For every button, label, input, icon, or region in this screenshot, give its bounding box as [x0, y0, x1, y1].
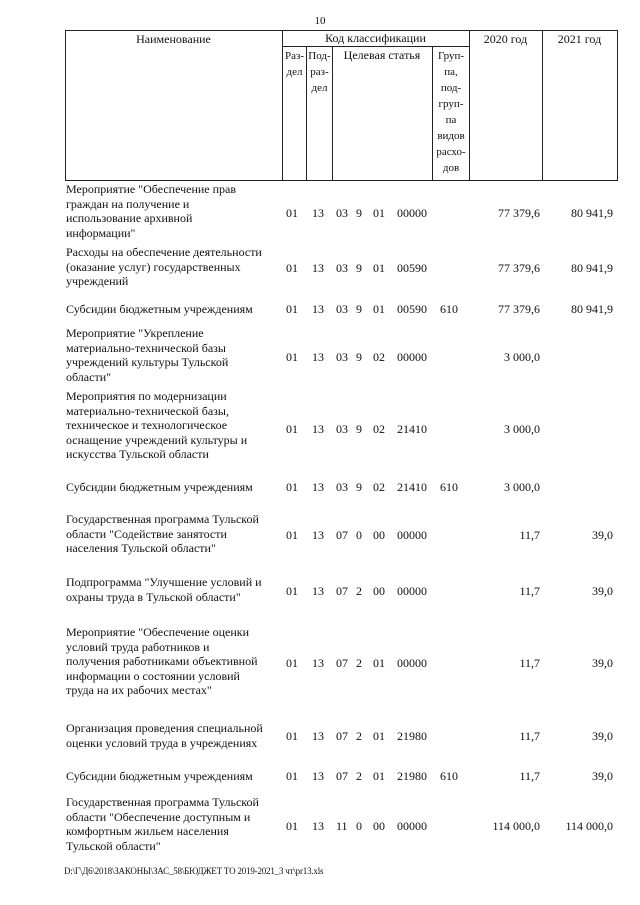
row-name: [66, 575, 276, 604]
row-name: [66, 480, 276, 495]
cell-direction: 00000: [397, 819, 427, 833]
cell-razdel: 01: [286, 206, 298, 220]
cell-podrazdel: 13: [312, 206, 324, 220]
row-name-line: области "Обеспечение доступным и: [66, 809, 251, 824]
cell-direction: 00590: [397, 261, 427, 275]
header-razdel-line: дел: [286, 66, 303, 78]
cell-direction: 00000: [397, 584, 427, 598]
row-name-line: граждан на получение и: [66, 196, 190, 211]
cell-expense-type: 610: [440, 302, 458, 316]
row-name: [66, 769, 276, 784]
cell-main-activity: 01: [373, 769, 385, 783]
cell-razdel: 01: [286, 480, 298, 494]
row-name-line: информации о состоянии условий: [66, 668, 240, 683]
cell-program: 11: [336, 819, 348, 833]
cell-direction: 00000: [397, 350, 427, 364]
cell-subprogram: 9: [356, 261, 362, 275]
row-name: [66, 389, 276, 462]
row-name-line: получения работниками объективной: [66, 654, 258, 668]
cell-2020: 3 000,0: [504, 480, 540, 494]
cell-2020: 11,7: [519, 528, 540, 542]
cell-direction: 21980: [397, 769, 427, 783]
row-name-line: Мероприятие "Обеспечение прав: [66, 182, 237, 196]
cell-program: 03: [336, 350, 348, 364]
header-target: Целевая статья: [343, 48, 421, 62]
cell-razdel: 01: [286, 422, 298, 436]
row-name-line: искусства Тульской области: [66, 447, 209, 461]
cell-subprogram: 9: [356, 480, 362, 494]
header-name: Наименование: [136, 32, 211, 46]
row-name-line: охраны труда в Тульской области": [66, 589, 241, 604]
cell-subprogram: 9: [356, 206, 362, 220]
cell-razdel: 01: [286, 729, 298, 743]
cell-subprogram: 2: [356, 584, 362, 598]
cell-razdel: 01: [286, 656, 298, 670]
row-name-line: Субсидии бюджетным учреждениям: [66, 480, 253, 494]
cell-subprogram: 9: [356, 422, 362, 436]
header-group-line: под-: [440, 82, 462, 94]
cell-subprogram: 0: [356, 528, 362, 542]
cell-2021: 80 941,9: [571, 302, 613, 316]
cell-2020: 77 379,6: [498, 302, 540, 316]
cell-main-activity: 01: [373, 302, 385, 316]
cell-direction: 00000: [397, 528, 427, 542]
cell-subprogram: 2: [356, 656, 362, 670]
cell-direction: 00000: [397, 206, 427, 220]
cell-podrazdel: 13: [312, 422, 324, 436]
cell-2021: 80 941,9: [571, 261, 613, 275]
row-name-line: области "Содействие занятости: [66, 526, 227, 541]
cell-razdel: 01: [286, 302, 298, 316]
cell-direction: 21410: [397, 422, 427, 436]
cell-subprogram: 0: [356, 819, 362, 833]
cell-2020: 11,7: [519, 729, 540, 743]
cell-2020: 3 000,0: [504, 350, 540, 364]
cell-2020: 77 379,6: [498, 206, 540, 220]
header-year-2020: 2020 год: [483, 32, 528, 46]
cell-podrazdel: 13: [312, 769, 324, 783]
cell-main-activity: 02: [373, 422, 385, 436]
cell-program: 07: [336, 729, 348, 743]
col-border: [469, 30, 470, 181]
cell-podrazdel: 13: [312, 480, 324, 494]
row-name-line: оснащение учреждений культуры и: [66, 432, 248, 447]
row-name-line: Субсидии бюджетным учреждениям: [66, 769, 253, 783]
header-razdel-line: Раз-: [284, 50, 304, 62]
cell-2021: 39,0: [592, 656, 613, 670]
header-podrazdel-line: Под-: [308, 50, 331, 62]
cell-2020: 3 000,0: [504, 422, 540, 436]
cell-2020: 114 000,0: [492, 819, 540, 833]
cell-podrazdel: 13: [312, 302, 324, 316]
cell-program: 03: [336, 302, 348, 316]
page-number: 10: [314, 15, 326, 27]
row-name: [66, 721, 276, 750]
cell-program: 03: [336, 422, 348, 436]
cell-subprogram: 9: [356, 350, 362, 364]
row-name: [66, 302, 276, 317]
cell-razdel: 01: [286, 769, 298, 783]
cell-main-activity: 02: [373, 480, 385, 494]
row-name: [66, 182, 276, 240]
col-border: [65, 30, 66, 181]
header-group-line: дов: [442, 162, 460, 174]
row-name: [66, 625, 276, 698]
cell-subprogram: 2: [356, 729, 362, 743]
cell-podrazdel: 13: [312, 261, 324, 275]
header-group: [433, 48, 469, 176]
row-name-line: (оказание услуг) государственных: [66, 259, 241, 274]
cell-podrazdel: 13: [312, 819, 324, 833]
cell-main-activity: 00: [373, 819, 385, 833]
col-border: [617, 30, 618, 181]
cell-direction: 00000: [397, 656, 427, 670]
row-name-line: Субсидии бюджетным учреждениям: [66, 302, 253, 316]
classification-divider: [282, 46, 469, 47]
header-razdel: [283, 48, 306, 80]
cell-2020: 77 379,6: [498, 261, 540, 275]
cell-direction: 21980: [397, 729, 427, 743]
cell-main-activity: 01: [373, 261, 385, 275]
row-name: [66, 795, 276, 853]
cell-program: 07: [336, 528, 348, 542]
row-name-line: труда на их рабочих местах": [66, 683, 212, 697]
cell-subprogram: 2: [356, 769, 362, 783]
cell-program: 07: [336, 656, 348, 670]
row-name-line: материально-технической базы,: [66, 403, 229, 418]
row-name-line: материально-технической базы: [66, 340, 226, 355]
cell-main-activity: 00: [373, 584, 385, 598]
row-name-line: информации": [66, 225, 136, 240]
cell-2021: 39,0: [592, 729, 613, 743]
cell-direction: 00590: [397, 302, 427, 316]
cell-2021: 39,0: [592, 769, 613, 783]
cell-razdel: 01: [286, 528, 298, 542]
row-name-line: Государственная программа Тульской: [66, 795, 259, 809]
cell-main-activity: 01: [373, 206, 385, 220]
cell-main-activity: 01: [373, 656, 385, 670]
cell-program: 03: [336, 480, 348, 494]
row-name-line: Мероприятие "Укрепление: [66, 326, 204, 340]
cell-expense-type: 610: [440, 480, 458, 494]
cell-podrazdel: 13: [312, 584, 324, 598]
cell-program: 07: [336, 769, 348, 783]
cell-main-activity: 00: [373, 528, 385, 542]
cell-razdel: 01: [286, 584, 298, 598]
row-name-line: Мероприятия по модернизации: [66, 389, 227, 403]
header-group-line: груп-: [438, 98, 464, 110]
cell-2021: 114 000,0: [565, 819, 613, 833]
cell-2020: 11,7: [519, 769, 540, 783]
cell-2021: 39,0: [592, 528, 613, 542]
cell-subprogram: 9: [356, 302, 362, 316]
cell-program: 07: [336, 584, 348, 598]
row-name-line: использование архивной: [66, 211, 193, 225]
cell-razdel: 01: [286, 261, 298, 275]
row-name-line: учреждений культуры Тульской: [66, 355, 229, 369]
header-group-line: видов: [437, 130, 465, 142]
header-year-2021: 2021 год: [557, 32, 602, 46]
header-bottom-border: [65, 180, 617, 181]
header-group-line: па: [445, 114, 457, 126]
cell-podrazdel: 13: [312, 528, 324, 542]
col-border: [332, 46, 333, 181]
cell-main-activity: 02: [373, 350, 385, 364]
cell-razdel: 01: [286, 819, 298, 833]
row-name-line: комфортным жильем населения: [66, 824, 229, 838]
row-name: [66, 245, 276, 289]
row-name: [66, 326, 276, 384]
cell-2020: 11,7: [519, 656, 540, 670]
header-classification: Код классификации: [325, 31, 426, 45]
row-name-line: Расходы на обеспечение деятельности: [66, 245, 262, 259]
row-name: [66, 512, 276, 556]
cell-program: 03: [336, 261, 348, 275]
file-path-footer: D:\Г\Д6\2018\ЗАКОНЫ\ЗАС_58\БЮДЖЕТ ТО 2019-2021_3 чт\pr13.xls: [64, 866, 324, 876]
row-name-line: области": [66, 369, 112, 384]
cell-2020: 11,7: [519, 584, 540, 598]
col-border: [542, 30, 543, 181]
header-group-line: па,: [444, 66, 458, 78]
cell-main-activity: 01: [373, 729, 385, 743]
cell-direction: 21410: [397, 480, 427, 494]
row-name-line: Мероприятие "Обеспечение оценки: [66, 625, 250, 639]
row-name-line: Тульской области": [66, 838, 161, 853]
row-name-line: техническое и технологическое: [66, 418, 228, 432]
cell-podrazdel: 13: [312, 656, 324, 670]
cell-podrazdel: 13: [312, 350, 324, 364]
row-name-line: Организация проведения специальной: [66, 721, 263, 735]
row-name-line: учреждений: [66, 274, 129, 288]
cell-expense-type: 610: [440, 769, 458, 783]
row-name-line: Подпрограмма "Улучшение условий и: [66, 575, 262, 589]
row-name-line: оценки условий труда в учреждениях: [66, 735, 258, 750]
header-group-line: Груп-: [437, 50, 465, 62]
header-podrazdel: [307, 48, 332, 96]
cell-podrazdel: 13: [312, 729, 324, 743]
cell-2021: 80 941,9: [571, 206, 613, 220]
header-group-line: расхо-: [436, 146, 466, 158]
row-name-line: Государственная программа Тульской: [66, 512, 259, 526]
header-podrazdel-line: дел: [311, 82, 328, 94]
cell-2021: 39,0: [592, 584, 613, 598]
cell-program: 03: [336, 206, 348, 220]
row-name-line: условий труда работников и: [66, 639, 210, 654]
cell-razdel: 01: [286, 350, 298, 364]
header-podrazdel-line: раз-: [310, 66, 329, 78]
row-name-line: населения Тульской области": [66, 541, 216, 555]
